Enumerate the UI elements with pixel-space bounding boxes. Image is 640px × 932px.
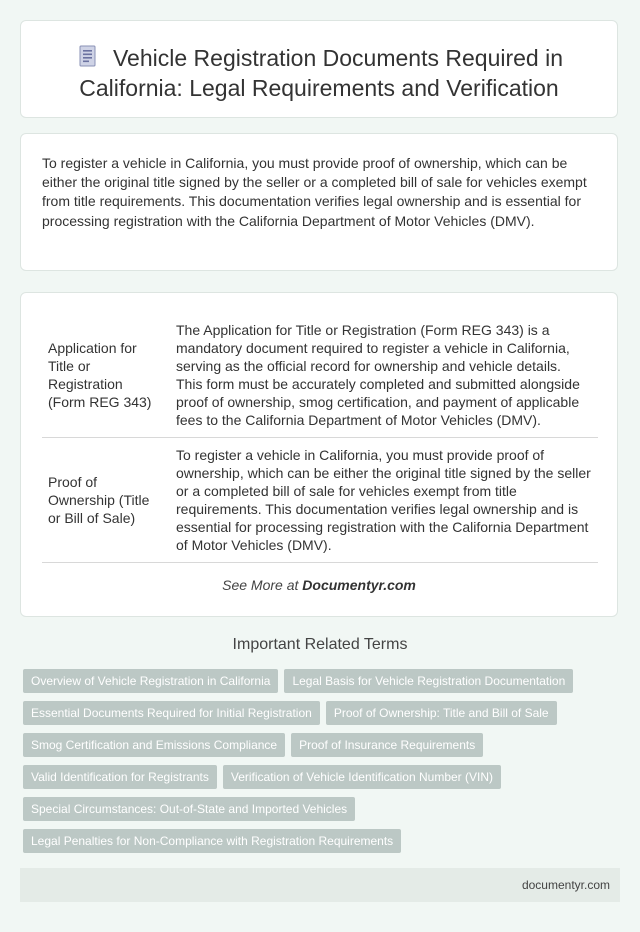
table-row-description: The Application for Title or Registration (Form REG 343) is a mandatory document required to register a vehicle in California, serving as the official record for ownership and vehicle details. This form must be accurately completed and submitted alongside proof of ownership, smog certification, and payment of applicable fees to the California Department of Motor Vehicles (DMV). <box>169 313 598 438</box>
related-term-tag[interactable]: Proof of Ownership: Title and Bill of Sale <box>326 701 557 725</box>
see-more <box>21 577 617 593</box>
table-row <box>42 313 598 438</box>
related-terms-title: Important Related Terms <box>232 636 408 653</box>
related-term-tag[interactable]: Essential Documents Required for Initial Registration <box>23 701 320 725</box>
table-row-label: Proof of Ownership (Title or Bill of Sale) <box>42 438 169 563</box>
document-icon <box>75 43 101 69</box>
documents-table <box>42 313 598 563</box>
see-more-prefix: See More at <box>222 577 303 593</box>
related-terms-list <box>23 669 613 861</box>
page-title-text: Vehicle Registration Documents Required in California: Legal Requirements and Verification <box>79 45 564 101</box>
footer <box>20 868 620 902</box>
related-term-tag[interactable]: Verification of Vehicle Identification Number (VIN) <box>223 765 501 789</box>
footer-site-link[interactable]: documentyr.com <box>521 878 610 892</box>
intro-card <box>20 133 618 271</box>
related-term-tag[interactable]: Smog Certification and Emissions Compliance <box>23 733 285 757</box>
see-more-link[interactable]: Documentyr.com <box>302 577 416 593</box>
related-term-tag[interactable]: Legal Basis for Vehicle Registration Documentation <box>284 669 573 693</box>
table-row <box>42 438 598 563</box>
title-card <box>20 20 618 118</box>
page-title <box>51 43 587 103</box>
documents-table-card <box>20 292 618 617</box>
related-term-tag[interactable]: Valid Identification for Registrants <box>23 765 217 789</box>
related-term-tag[interactable]: Legal Penalties for Non-Compliance with Registration Requirements <box>23 829 401 853</box>
table-row-description: To register a vehicle in California, you must provide proof of ownership, which can be either the original title signed by the seller or a completed bill of sale for vehicles exempt from title requirements. This documentation verifies legal ownership and is essential for processing registration with the California Department of Motor Vehicles (DMV). <box>169 438 598 563</box>
related-term-tag[interactable]: Proof of Insurance Requirements <box>291 733 483 757</box>
related-term-tag[interactable]: Overview of Vehicle Registration in California <box>23 669 278 693</box>
table-row-label: Application for Title or Registration (Form REG 343) <box>42 313 169 438</box>
related-term-tag[interactable]: Special Circumstances: Out-of-State and Imported Vehicles <box>23 797 355 821</box>
intro-text: To register a vehicle in California, you must provide proof of ownership, which can be either the original title signed by the seller or a completed bill of sale for vehicles exempt from title requirements. This documentation verifies legal ownership and is essential for processing registration with the California Department of Motor Vehicles (DMV). <box>42 155 587 229</box>
